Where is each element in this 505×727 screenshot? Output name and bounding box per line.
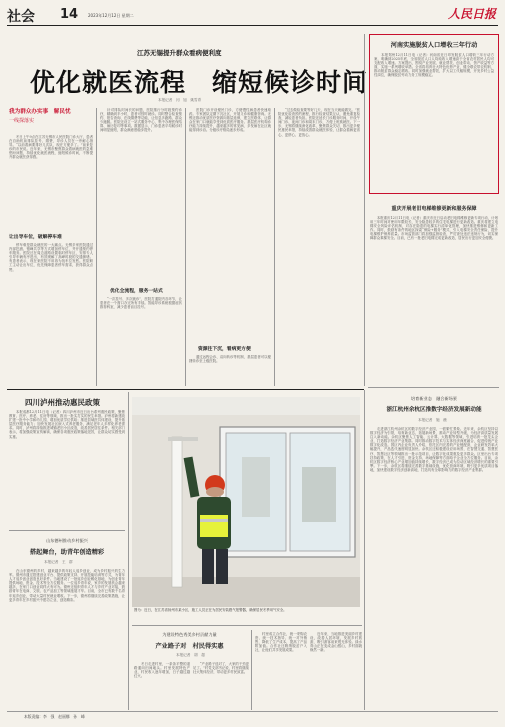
lead-kicker: 江苏无锡提升群众看病便利度 bbox=[137, 49, 222, 57]
zhejiang-body: 走进浙江杭州余杭区的数字经济产业园，一派繁忙景象。近年来，余杭区坚持以数字经济为引领，培育新业态、拓展新场景，推动产业转型升级，为经济高质量发展注入新动能。余杭区聚焦人工智能、云计算、大数据等领域，引进培育一批龙头企业，打造数字经济产业集群。同时推动数字技术与实体经济深度融合，促进传统产业数字化改造。园区内企业负责人介绍，依托区内完善的产业链配套，企业研发效率大幅提升，产品迭代速度明显加快。余杭区还积极建设应用场景，在智慧交通、智慧医疗、智慧社区等领域推出一批示范项目，让数字化成果惠及更多群众。区里出台专项扶持政策，在人才引进、资金支持、场地保障等方面给予企业全方位服务。目前，余杭区数字经济核心产业增加值持续增长，数字经济已成为拉动区域经济增长的重要引擎。下一步，余杭区将继续完善数字基础设施，优化营商环境，吸引更多优质项目落地，加快建设数字经济创新高地，打造具有全球影响力的数字经济产业集群。 bbox=[370, 427, 498, 472]
section-name: 社会 bbox=[7, 9, 35, 25]
column-divider-4 bbox=[364, 34, 365, 386]
lead-byline: 本报记者 闫 旭 姚雪青 bbox=[158, 98, 202, 102]
chongqing-body: 本报重庆12月11日电（记者）重庆市近日启动老旧电梯维修更新专项行动，计划用三年时间对使用年限较长、安全隐患较多的住宅电梯进行更新改造。重庆将建立电梯安全风险评估机制，对存在隐患的电梯实行清单化管理，加快推进维修和更新工作。同时，鼓励有条件的地区探索“保险+服务”模式，引入电梯安全责任保险，提升电梯维护保养质量。市场监管部门将加强监督检查，严厉查处违法违规行为，切实保障群众乘梯安全。目前，已有一批老旧电梯完成更新改造，居民出行更加安全便捷。 bbox=[370, 216, 498, 241]
lead-column-2b: “一次挂号、多次就诊”，医院打通院内各环节，让患者在一个窗口办完所有手续。智能导诊系统根据症状推荐科室，减少患者盲目挂号。 bbox=[100, 297, 182, 310]
bottom-kicker: 为建设特色秀美乡村贡献力量 bbox=[162, 632, 217, 637]
lead-column-4: “过去做检查要等好几天，现在当天就能做完。”医院优化检查预约流程，推行检查结果互认，避免重复检查，减轻患者负担。医院还延长门诊服务时间，开设午间门诊、夜间门诊和周末门诊，方便上班族就医。下一步，无锡将继续深化改革，聚焦群众关切，推出更多便民惠民举措，持续改善群众就医体验，让群众看病更省心、更舒心、更放心。 bbox=[278, 108, 360, 137]
subhead-1: 让出导车位，破解停车难 bbox=[9, 235, 62, 240]
bottom-body-4: 近年来，当地推进美丽乡村建设，改善人居环境，发展乡村旅游，吸引游客前来观光体验。绿水青山正在变成金山银山，乡村面貌焕然一新。 bbox=[310, 632, 362, 653]
column-divider-3 bbox=[274, 108, 275, 386]
column-divider-2 bbox=[185, 108, 186, 386]
subhead-3: 资源往下沉，看病更方便 bbox=[198, 347, 251, 352]
column-divider-6 bbox=[128, 392, 129, 710]
issue-date: 2023年12月12日 星期二 bbox=[88, 13, 134, 18]
column-sub-text: 一线探落实 bbox=[9, 118, 35, 124]
bottom-body-3: 村里成立合作社，统一采购农资、统一技术指导、统一对外销售，降低了生产成本，提高了产品附加值。合作社还吸纳脱贫户入社，让他们共享发展成果。 bbox=[255, 632, 307, 653]
lead-column-2: 针对排队时间长的问题，医院推行分时段预约诊疗，精确到半小时，患者可按时就诊。同时整合检查预约、报告查询、在线缴费等功能，让信息多跑路、群众少跑腿。医院还设立一站式服务中心，集中办理医保结算、病历复印等事项。数据显示，门诊患者平均候诊时间明显缩短，群众满意度稳步提升。 bbox=[100, 108, 182, 133]
lead-column-1: 冬日上午9点在江苏无锡市人民医院门诊大厅，患者在自助机前排队挂号、缴费，导诊人员在一旁耐心指导。“以前看病要排好几次队，现在方便多了。”前来复诊的市民说。近年来，无锡市聚焦群众看病就医的急难愁盼问题，持续优化就医流程，缩短候诊时间，不断提升群众就医获得感。 bbox=[9, 135, 93, 160]
lead-column-1b: 停车难是群众就医的一大痛点。无锡多家医院通过内部挖潜、错峰共享等方式增加停车位，并开通预约停车服务。医院还在周边道路设置临时停车区，安排专人引导车辆有序进出，有效缓解了高峰时段的交通拥堵。有患者表示，现在来医院不用再为找车位发愁。医院职工主动让出车位，优先保障患者停车需求，获得群众点赞。 bbox=[9, 243, 93, 272]
chongqing-headline: 重庆开展老旧电梯维修更新和服务保障 bbox=[391, 206, 477, 212]
column-label-text: 我为群众办实事 解民忧 bbox=[9, 109, 71, 115]
zhejiang-kicker: 培育新业态 融合新场景 bbox=[410, 396, 458, 401]
side-story-body: 本报郑州12月11日电（记者）河南省近日印发脱贫人口增收三年行动方案，明确到2025年底，全省脱贫人口人均纯收入增速高于全省农村居民人均可支配收入增速。方案提出，围绕产业发展、就业帮扶、创业带动、资产收益等方面，实施一系列增收举措。全省将培育壮大特色优势产业，健全联农带农机制，推动脱贫群众稳定增收。同时加强就业帮扶，扩大以工代赈规模，开发乡村公益性岗位，确保脱贫劳动力务工规模稳定。 bbox=[374, 53, 494, 78]
bottom-byline: 本报记者 胡 超 bbox=[176, 653, 205, 657]
masthead-rule bbox=[7, 25, 498, 26]
lead-column-3: 医院门诊开设便民门诊，方便慢性病患者快速取药。专家团队定期下沉社区，开展义诊和健康咨询。无锡还推动优质医疗资源向基层延伸，建立医联体，让群众在家门口就能享受到优质医疗服务。基层医疗机构诊疗能力持续提升，越来越多的常见病、多发病在社区就能得到诊治。分级诊疗格局逐步形成。 bbox=[189, 108, 271, 133]
sichuan-body: 本报成都12月11日电（记者）四川泸州市近日出台系列惠民政策，聚焦教育、医疗、养老、住房等领域，推出一批实打实的民生举措。泸州将新建改扩建一批中小学和幼儿园，增加优质学位供给；推进县域医共体建设，提升基层医疗服务能力；加快发展社区嵌入式养老服务，满足老年人多样化养老需求。同时，泸州将持续推进城镇老旧小区改造，改善居民居住条件。相关部门表示，将加强政策宣传解读，确保各项惠民政策落地见效，让群众切实感受到实惠。 bbox=[9, 410, 125, 439]
column-label bbox=[9, 107, 71, 124]
subhead-2: 优化全流程，服务一站式 bbox=[110, 289, 163, 294]
bottom-body-1: 冬日走进村里，一条条平整的道路通向田间地头。村里发展特色产业，村民收入逐年增加，日子越过越红火。 bbox=[134, 662, 190, 679]
side-story-headline: 河南实施脱贫人口增收三年行动 bbox=[390, 42, 478, 49]
bottom-headline: 产业路子对 村民得实惠 bbox=[155, 643, 224, 650]
lead-bottom-rule bbox=[7, 389, 364, 390]
column-divider-5 bbox=[364, 390, 365, 710]
photo-bottom-rule bbox=[132, 625, 362, 626]
zhejiang-byline: 本报记者 施 薇 bbox=[418, 418, 447, 422]
sichuan-headline: 四川泸州推动惠民政策 bbox=[25, 398, 100, 407]
side-divider bbox=[368, 387, 499, 388]
lead-headline: 优化就医流程 缩短候诊时间 bbox=[30, 68, 369, 97]
sichuan-rule bbox=[9, 530, 125, 531]
newspaper-logo: 人民日报 bbox=[448, 7, 497, 21]
column-divider-7 bbox=[251, 630, 252, 710]
lead-column-3b: 通过远程会诊、双向转诊等机制，基层患者可以便捷转诊至上级医院。 bbox=[189, 355, 271, 364]
photo-caption: 图为：近日，在江苏省扬州市某小区，施工人员正在为居民安装燃气报警器，确保居民冬季用气安全。 bbox=[134, 608, 287, 612]
footer-editors: 本版责编：李 强 赵丽娜 孙 峰 bbox=[24, 714, 85, 719]
bottom-body-2: “产业路子选对了，大家的干劲更足了。”村党支部书记说，村里将继续壮大集体经济，带动更多村民致富。 bbox=[193, 662, 249, 675]
news-photo bbox=[132, 397, 360, 607]
shandong-kicker: 山东德州推动乡村振兴 bbox=[46, 538, 88, 543]
shandong-body: 在山东德州的乡村，越来越多的年轻人返乡创业，成为乡村振兴的生力军。德州市通过搭建创业平台、提供政策支持、开展技能培训等方式，为青年人才返乡创业创造良好条件。当地建设了一批返乡创业孵化基地，为创业青年提供场地、资金、技术等全方位服务。一位返乡青年说，家乡的发展机会越来越多，在家门口创业同样大有可为。德州还组织青年人才与乡村产业对接，鼓励青年在电商、文旅、农产品加工等领域施展才华。目前，全市已有数千名青年返乡创业，带动大量村民就业增收。下一步，德州将继续完善政策措施，让更多青年在乡村振兴中建功立业、创造精彩。 bbox=[9, 569, 125, 602]
footer-rule bbox=[7, 711, 498, 712]
shandong-byline: 本报记者 王 群 bbox=[44, 560, 73, 564]
column-divider-1 bbox=[96, 108, 97, 386]
shandong-headline: 搭起舞台，助青年创造精彩 bbox=[29, 549, 105, 556]
zhejiang-headline: 浙江杭州余杭区推数字经济发展新动能 bbox=[386, 407, 482, 413]
photo-illustration bbox=[132, 397, 360, 607]
page-number: 14 bbox=[60, 7, 79, 22]
